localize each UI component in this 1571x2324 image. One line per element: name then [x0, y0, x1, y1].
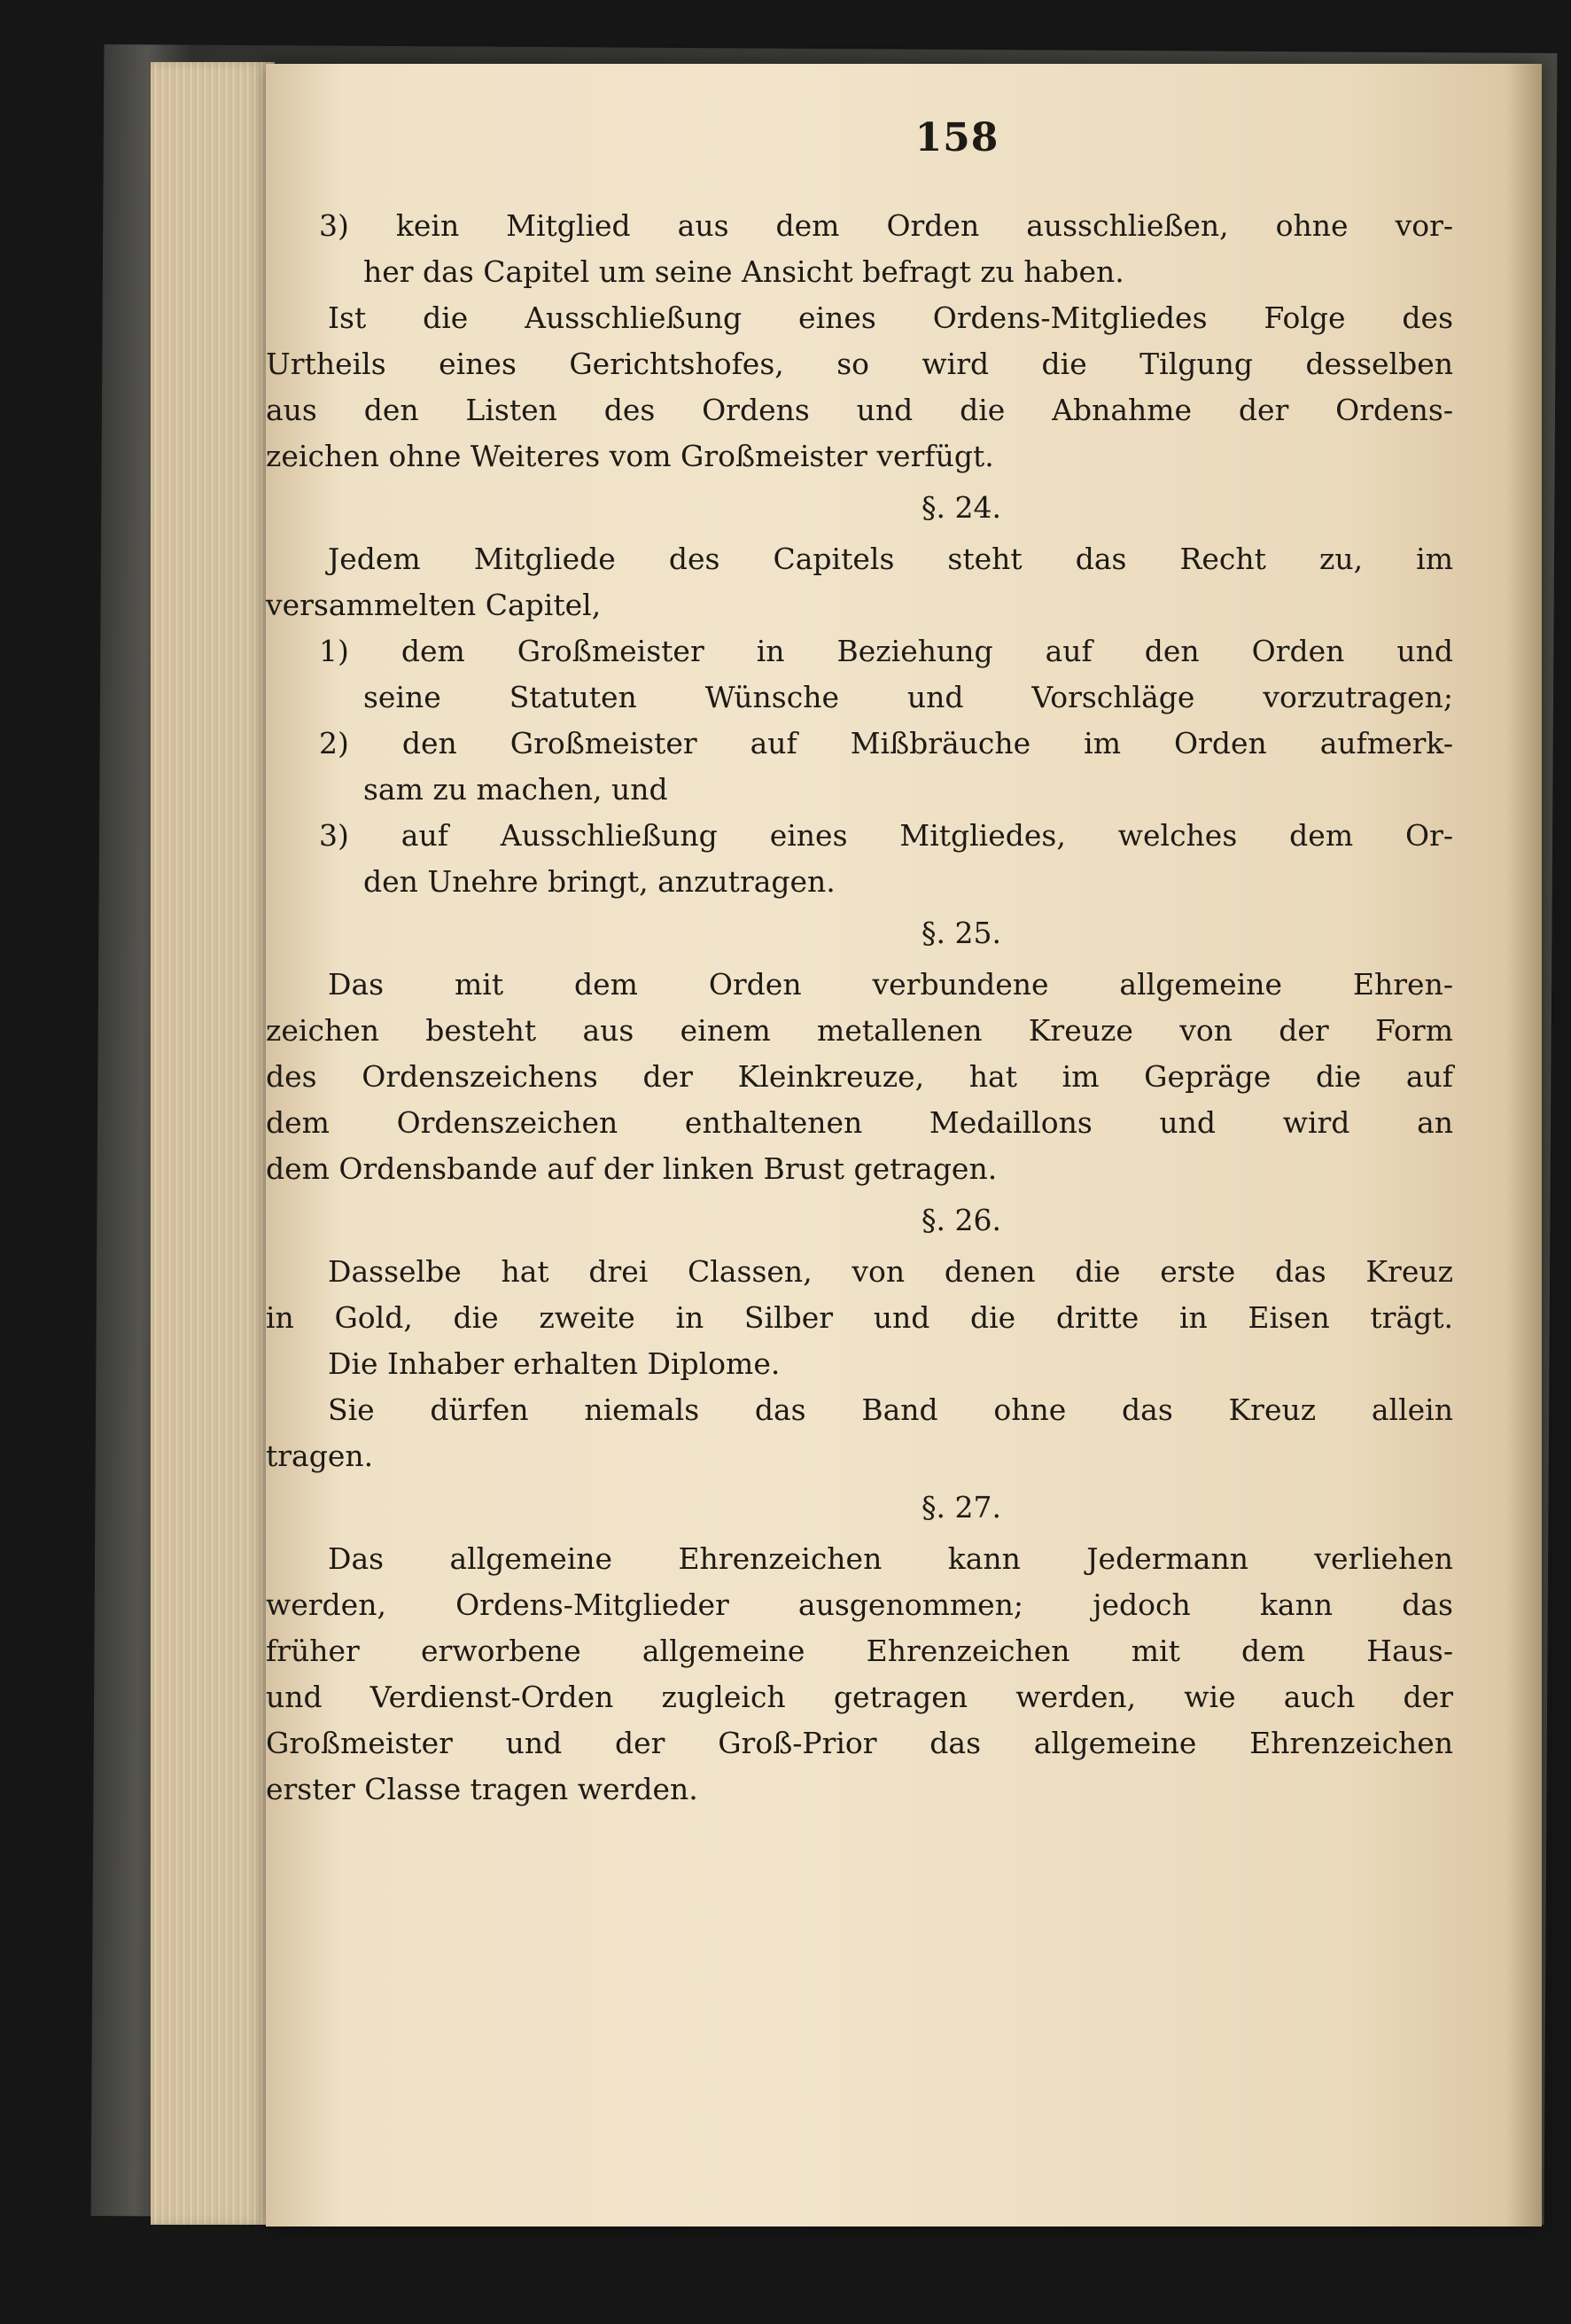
text-line: Die Inhaber erhalten Diplome. — [328, 1346, 781, 1381]
text-line: Großmeister und der Groß-Prior das allgemeine Ehrenzeichen — [266, 1726, 1453, 1760]
text-line: Ist die Ausschließung eines Ordens-Mitgliedes Folge des — [328, 300, 1453, 335]
text-line: dem Ordenszeichen enthaltenen Medaillons und wird an — [266, 1105, 1453, 1140]
text-line: 1) dem Großmeister in Beziehung auf den Orden und — [319, 634, 1453, 668]
text-line: 3) kein Mitglied aus dem Orden ausschließen, ohne vor- — [319, 208, 1453, 243]
text-lines — [266, 203, 1453, 1813]
section-heading: §. 26. — [922, 1203, 1001, 1237]
page-edges — [151, 62, 275, 2225]
text-line: zeichen besteht aus einem metallenen Kreuze von der Form — [266, 1013, 1453, 1048]
text-line: seine Statuten Wünsche und Vorschläge vorzutragen; — [363, 680, 1453, 714]
section-heading: §. 25. — [922, 916, 1001, 950]
text-line: Jedem Mitgliede des Capitels steht das Recht zu, im — [328, 542, 1453, 576]
page-text — [266, 115, 1453, 1813]
text-line: zeichen ohne Weiteres vom Großmeister verfügt. — [266, 439, 994, 473]
section-heading: §. 27. — [922, 1490, 1001, 1525]
text-line: tragen. — [266, 1439, 374, 1473]
text-line: aus den Listen des Ordens und die Abnahme der Ordens- — [266, 393, 1453, 427]
text-line: Das allgemeine Ehrenzeichen kann Jedermann verliehen — [328, 1541, 1453, 1576]
text-line: 3) auf Ausschließung eines Mitgliedes, welches dem Or- — [319, 818, 1453, 853]
text-line: dem Ordensbande auf der linken Brust getragen. — [266, 1151, 998, 1186]
text-line: her das Capitel um seine Ansicht befragt zu haben. — [363, 254, 1124, 289]
text-line: erster Classe tragen werden. — [266, 1772, 698, 1806]
text-line: Dasselbe hat drei Classen, von denen die erste das Kreuz — [328, 1254, 1453, 1289]
text-line: den Unehre bringt, anzutragen. — [363, 864, 836, 899]
page-number: 158 — [914, 115, 999, 160]
text-line: sam zu machen, und — [363, 772, 668, 807]
text-line: früher erworbene allgemeine Ehrenzeichen mit dem Haus- — [266, 1634, 1453, 1668]
text-line: Urtheils eines Gerichtshofes, so wird die Tilgung desselben — [266, 347, 1453, 381]
text-line: in Gold, die zweite in Silber und die dritte in Eisen trägt. — [266, 1300, 1453, 1335]
text-line: Das mit dem Orden verbundene allgemeine Ehren- — [328, 967, 1453, 1002]
text-line: und Verdienst-Orden zugleich getragen werden, wie auch der — [266, 1680, 1453, 1714]
text-line: 2) den Großmeister auf Mißbräuche im Orden aufmerk- — [319, 726, 1453, 760]
section-heading: §. 24. — [922, 490, 1001, 525]
text-line: des Ordenszeichens der Kleinkreuze, hat im Gepräge die auf — [266, 1059, 1453, 1094]
text-line: Sie dürfen niemals das Band ohne das Kreuz allein — [328, 1392, 1453, 1427]
text-line: werden, Ordens-Mitglieder ausgenommen; jedoch kann das — [266, 1587, 1453, 1622]
text-line: versammelten Capitel, — [266, 588, 602, 622]
